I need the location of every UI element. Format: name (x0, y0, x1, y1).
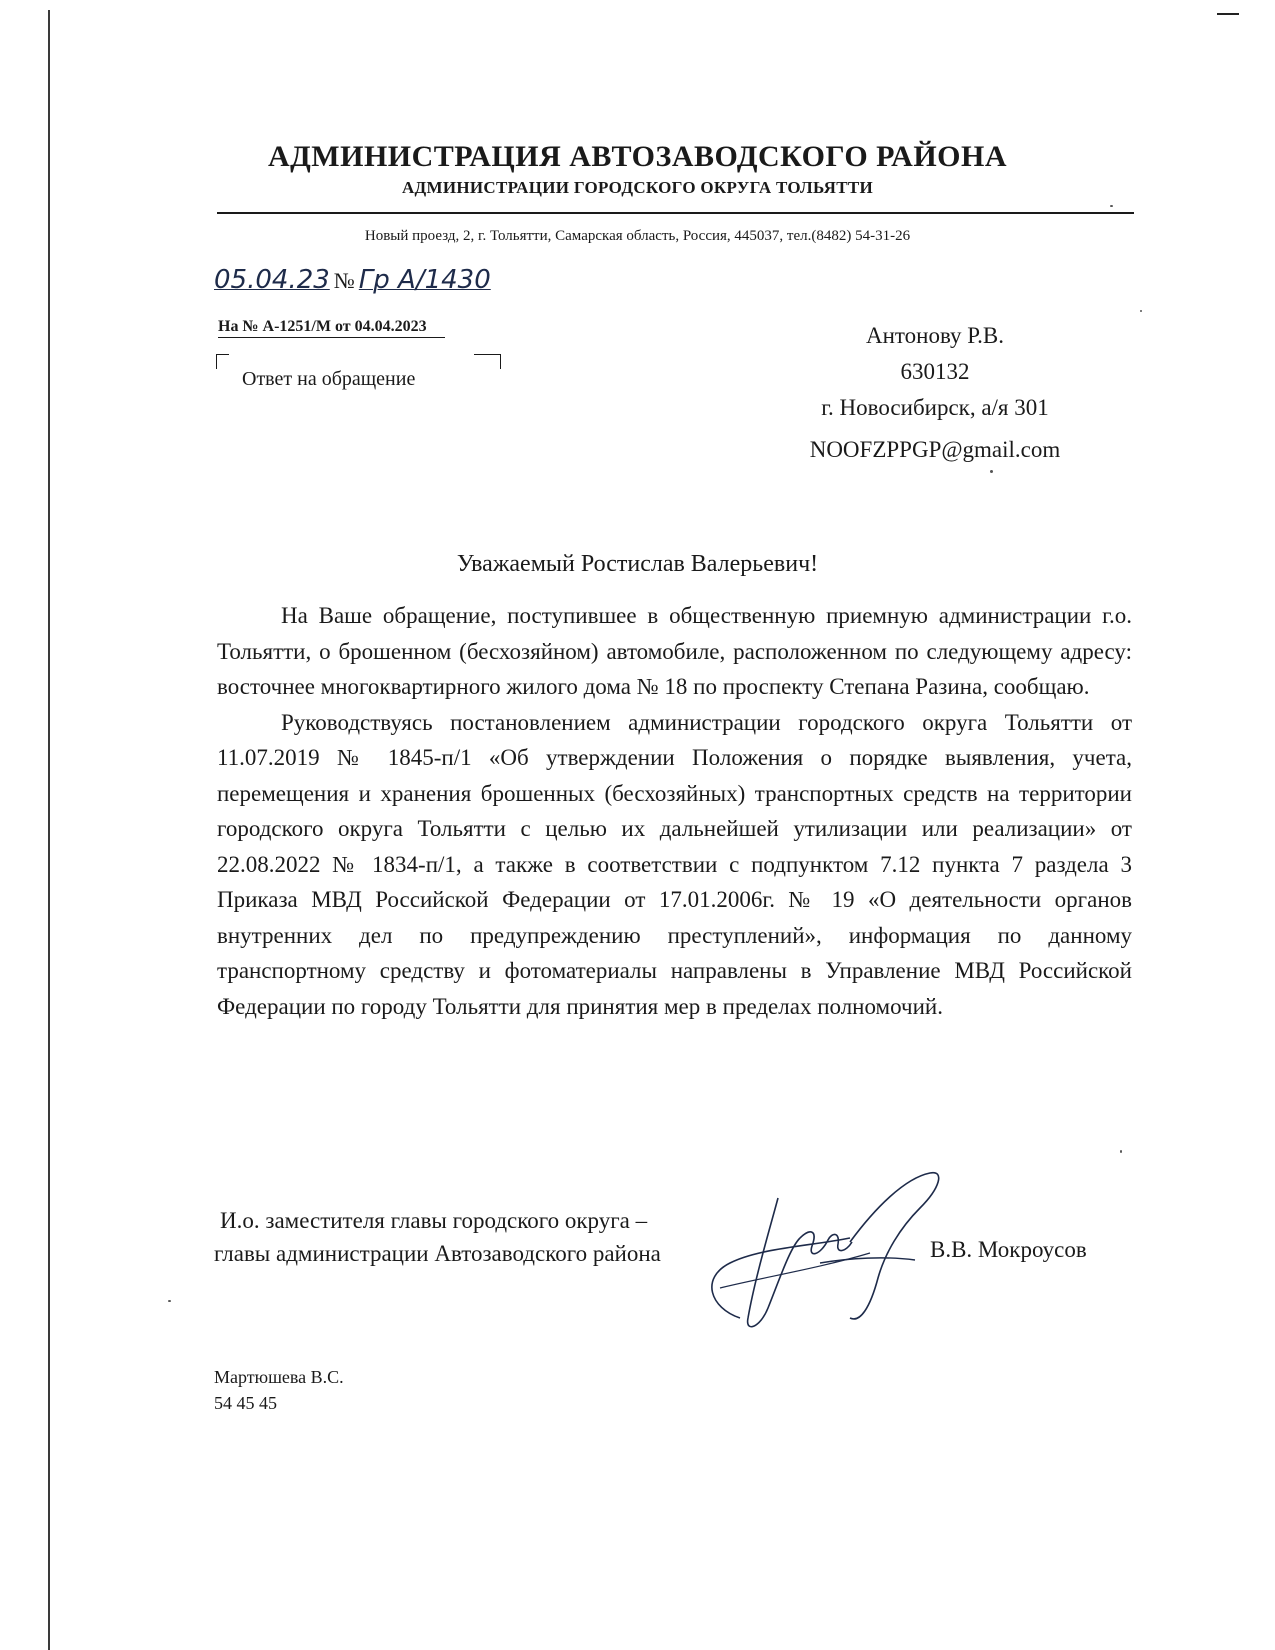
recipient-address: г. Новосибирск, а/я 301 (821, 395, 1049, 420)
subject-bracket-right (474, 354, 501, 369)
scan-speck (1120, 1150, 1122, 1153)
scan-mark (1217, 13, 1239, 15)
signatory-name: В.В. Мокроусов (930, 1237, 1087, 1262)
recipient-name: Антонову Р.В. (865, 323, 1005, 348)
scan-speck (990, 470, 993, 473)
signatory-position (214, 1204, 661, 1270)
body-paragraph: Руководствуясь постановлением администрации городского округа Тольятти от 11.07.2019 № 1845-п/1 «Об утверждении Положения о порядке выявления, учета, перемещения и хранения брошенных (бесхозяйных) транспортных средств на территории городского округа Тольятти с целью их дальнейшей утилизации или реализации» от 22.08.2022 № 1834-п/1, а также в соответствии с подпунктом 7.12 пункта 7 раздела 3 Приказа МВД Российской Федерации от 17.01.2006г. № 19 «О деятельности органов внутренних дел по предупреждению преступлений», информация по данному транспортному средству и фотоматериалы направлены в Управление МВД Российской Федерации по городу Тольятти для принятия мер в пределах полномочий. (217, 709, 1132, 1019)
recipient-block (770, 318, 1100, 468)
number-sign: № (333, 268, 355, 293)
incoming-reference: На № А-1251/М от 04.04.2023 (218, 318, 445, 338)
scan-speck (1140, 310, 1142, 312)
letterhead-divider (217, 212, 1134, 214)
letterhead-address: Новый проезд, 2, г. Тольятти, Самарская область, Россия, 445037, тел.(8482) 54-31-26 (364, 228, 911, 244)
outgoing-reference (214, 265, 491, 295)
signatory-position-line: главы администрации Автозаводского района (214, 1241, 661, 1266)
outgoing-number: Гр А/1430 (358, 265, 491, 295)
outgoing-date: 05.04.23 (214, 265, 330, 295)
letter-subject: Ответ на обращение (242, 368, 416, 390)
salutation: Уважаемый Ростислав Валерьевич! (456, 551, 819, 577)
signatory-position-line: И.о. заместителя главы городского округа – (220, 1208, 648, 1233)
scan-edge-left (48, 10, 50, 1650)
letterhead-title: АДМИНИСТРАЦИЯ АВТОЗАВОДСКОГО РАЙОНА (267, 140, 1007, 173)
recipient-email: NOOFZPPGP@gmail.com (809, 437, 1061, 462)
handwritten-signature (700, 1168, 960, 1348)
executor-name: Мартюшева В.С. (214, 1367, 344, 1387)
letterhead-subtitle: АДМИНИСТРАЦИИ ГОРОДСКОГО ОКРУГА ТОЛЬЯТТИ (401, 178, 874, 197)
body-paragraph: На Ваше обращение, поступившее в общественную приемную администрации г.о. Тольятти, о брошенном (бесхозяйном) автомобиле, расположенном по следующему адресу: восточнее многоквартирного жилого дома № 18 по проспекту Степана Разина, сообщаю. (217, 603, 1132, 699)
executor-phone: 54 45 45 (214, 1393, 277, 1413)
recipient-postcode: 630132 (900, 359, 970, 384)
scan-speck (1110, 205, 1113, 207)
executor-block (214, 1364, 344, 1416)
subject-bracket-left (216, 354, 229, 369)
letter-body (217, 598, 1132, 1024)
scan-speck (168, 1300, 171, 1302)
